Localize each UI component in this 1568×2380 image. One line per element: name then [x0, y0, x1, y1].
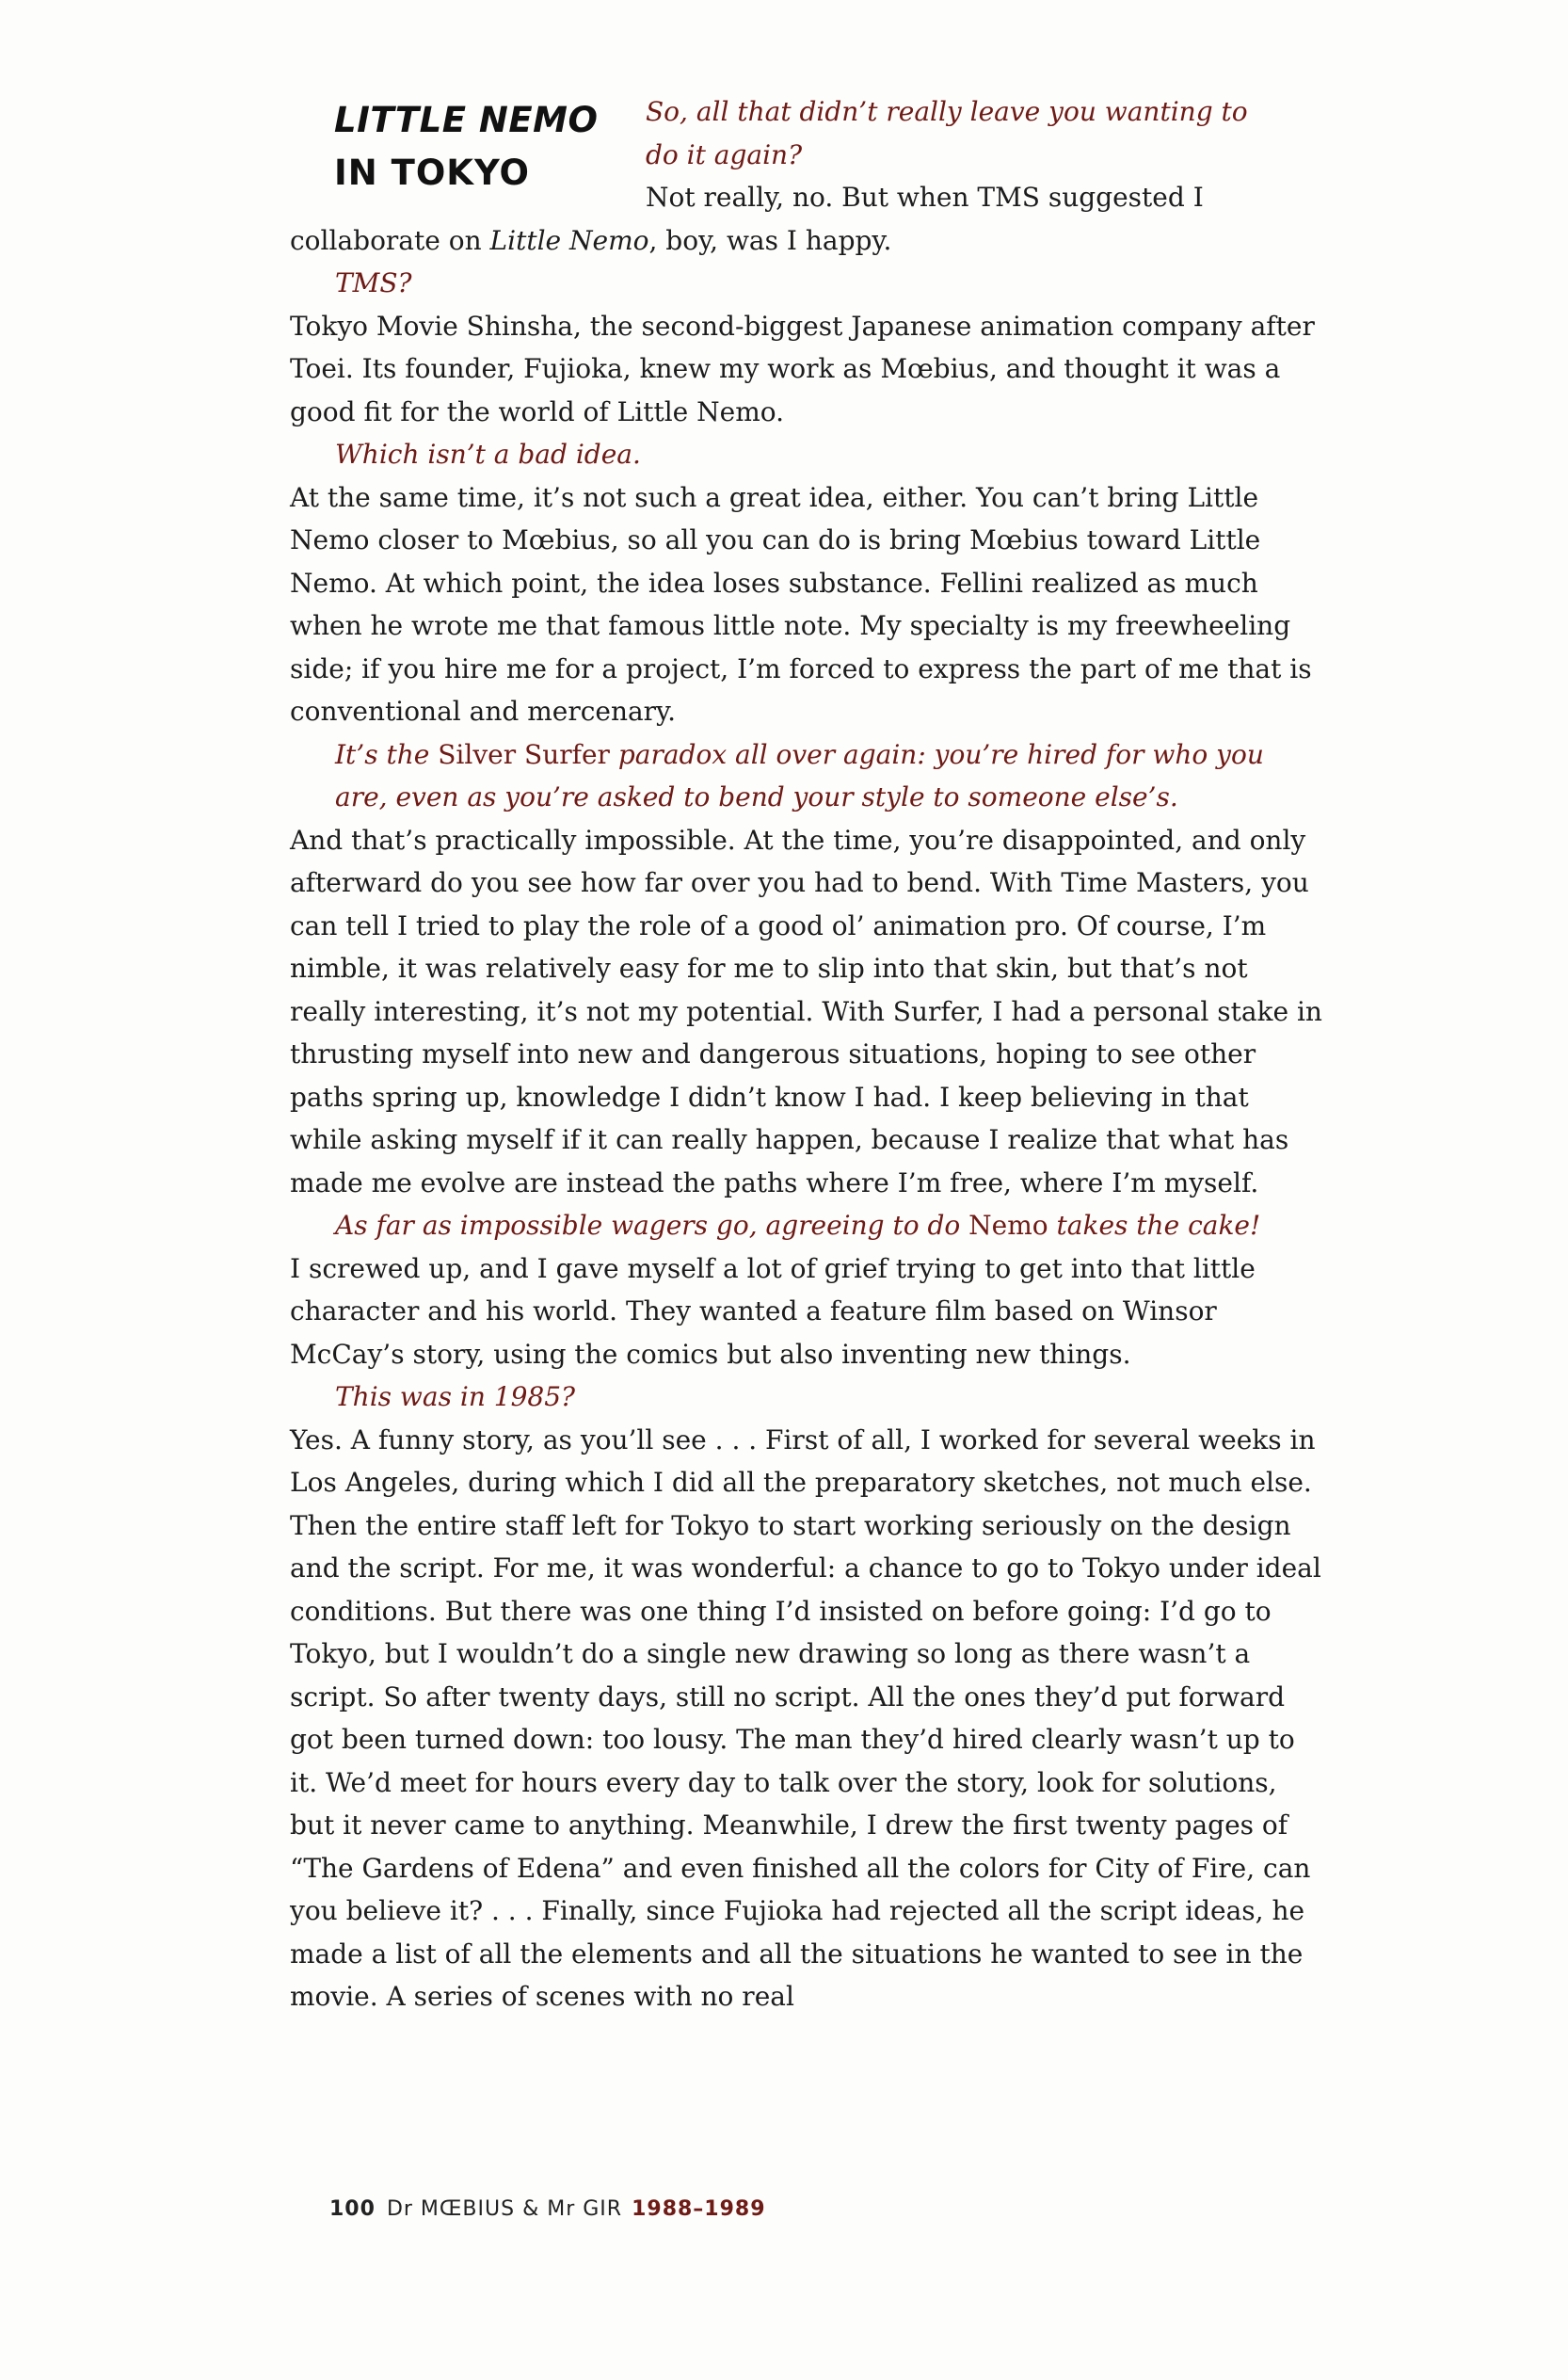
- question-5-text-b: takes the cake!: [1048, 1210, 1261, 1241]
- page-number: 100: [329, 2197, 376, 2221]
- answer-1-text-a: collaborate on: [290, 224, 490, 256]
- answer-1-text-b: , boy, was I happy.: [648, 224, 892, 256]
- question-5-text-a: As far as impossible wagers go, agreeing to do: [335, 1210, 969, 1241]
- question-3: Which isn’t a bad idea.: [335, 439, 641, 470]
- question-4-text-a: It’s the: [335, 738, 439, 770]
- intro-block: [646, 90, 1325, 219]
- heading-line-2: IN TOKYO: [334, 153, 530, 193]
- years-range: 1988–1989: [632, 2197, 766, 2221]
- answer-6: Yes. A funny story, as you’ll see . . . First of all, I worked for several weeks in Los Angeles, during which I did all the preparatory sketches, not much else. Then the entire staff left for Tokyo to start working seriously on the design and the script. For me, it was wonderful: a chance to go to Tokyo under ideal conditions. But there was one thing I’d insisted on before going: I’d go to Tokyo, but I wouldn’t do a single new drawing so long as there wasn’t a script. So after twenty days, still no script. All the ones they’d put forward got been turned down: too lousy. The man they’d hired clearly wasn’t up to it. We’d meet for hours every day to talk over the story, look for solutions, but it never came to anything. Meanwhile, I drew the first twenty pages of “The Gardens of Edena” and even finished all the colors for City of Fire, can you believe it? . . . Finally, since Fujioka had rejected all the script ideas, he made a list of all the elements and all the situations he wanted to see in the movie. A series of scenes with no real: [290, 1423, 1321, 2012]
- question-1: So, all that didn’t really leave you wanting to do it again?: [646, 96, 1248, 170]
- answer-5: I screwed up, and I gave myself a lot of grief trying to get into that little character and his world. They wanted a feature film based on Winsor McCay’s story, using the comics but also inventing new things.: [290, 1252, 1256, 1370]
- question-2: TMS?: [335, 267, 412, 298]
- page-footer: [329, 2197, 766, 2221]
- answer-4: And that’s practically impossible. At the time, you’re disappointed, and only afterward do you see how far over you had to bend. With Time Masters, you can tell I tried to play the role of a good ol’ animation pro. Of course, I’m nimble, it was relatively easy for me to slip into that skin, but that’s not really interesting, it’s not my potential. With Surfer, I had a personal stake in thrusting myself into new and dangerous situations, hoping to see other paths spring up, knowledge I didn’t know I had. I keep believing in that while asking myself if it can really happen, because I realize that what has made me evolve are instead the paths where I’m free, where I’m myself.: [290, 824, 1322, 1198]
- book-title: Dr MŒBIUS & Mr GIR: [386, 2197, 623, 2221]
- interview-text: [290, 90, 1325, 2018]
- question-4-text-b: paradox all over again: you’re hired for who you are, even as you’re asked to bend your style to someone else’s.: [335, 738, 1264, 812]
- question-4-title: Silver Surfer: [438, 738, 610, 770]
- question-4: [290, 733, 1325, 819]
- answer-2: Tokyo Movie Shinsha, the second-biggest Japanese animation company after Toei. Its founder, Fujioka, knew my work as Mœbius, and thought it was a good fit for the world of Little Nemo.: [290, 310, 1315, 427]
- heading-line-1: LITTLE NEMO: [334, 100, 599, 140]
- answer-1-start: Not really, no. But when TMS suggested I: [646, 182, 1204, 213]
- answer-3: At the same time, it’s not such a great idea, either. You can’t bring Little Nemo closer to Mœbius, so all you can do is bring Mœbius toward Little Nemo. At which point, the idea loses substance. Fellini realized as much when he wrote me that famous little note. My specialty is my freewheeling side; if you hire me for a project, I’m forced to express the part of me that is conventional and mercenary.: [290, 481, 1312, 727]
- question-5: [290, 1204, 1325, 1247]
- answer-1-title: Little Nemo: [489, 224, 649, 256]
- answer-1-continued: [290, 219, 1325, 263]
- question-6: This was in 1985?: [335, 1381, 576, 1412]
- question-5-title: Nemo: [968, 1210, 1048, 1241]
